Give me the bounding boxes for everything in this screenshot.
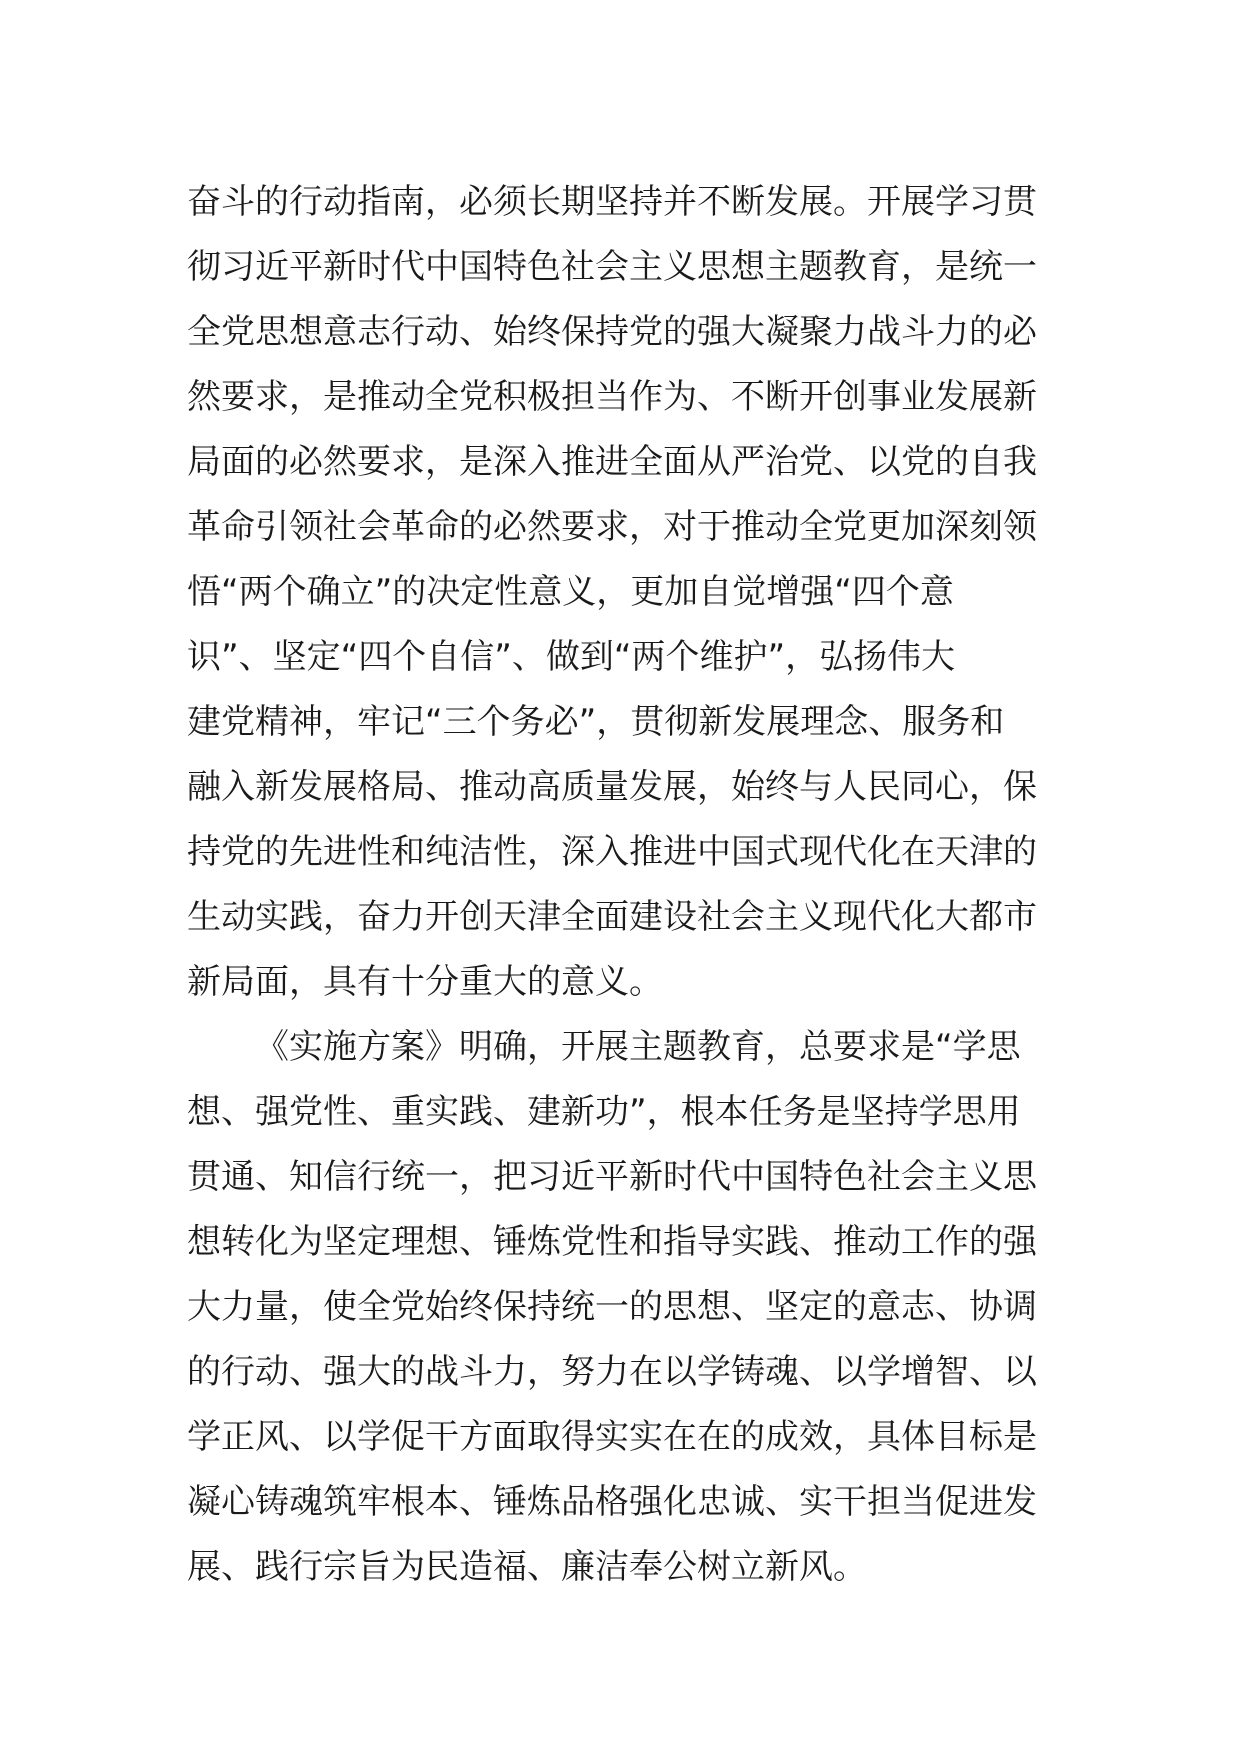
paragraph-line: 想、强党性、重实践、建新功”，根本任务是坚持学思用 bbox=[187, 1092, 1021, 1132]
paragraph-line: 贯通、知信行统一，把习近平新时代中国特色社会主义思 bbox=[187, 1157, 1037, 1197]
paragraph-line: 大力量，使全党始终保持统一的思想、坚定的意志、协调 bbox=[187, 1287, 1037, 1327]
paragraph-line: 彻习近平新时代中国特色社会主义思想主题教育，是统一 bbox=[187, 247, 1037, 287]
paragraph-line: 革命引领社会革命的必然要求，对于推动全党更加深刻领 bbox=[187, 507, 1037, 547]
paragraph-line: 全党思想意志行动、始终保持党的强大凝聚力战斗力的必 bbox=[187, 312, 1037, 352]
paragraph-line: 展、践行宗旨为民造福、廉洁奉公树立新风。 bbox=[187, 1547, 867, 1587]
paragraph-line: 持党的先进性和纯洁性，深入推进中国式现代化在天津的 bbox=[187, 832, 1037, 872]
paragraph-1 bbox=[187, 170, 1067, 1015]
paragraph-line: 想转化为坚定理想、锤炼党性和指导实践、推动工作的强 bbox=[187, 1222, 1037, 1262]
paragraph-line: 融入新发展格局、推动高质量发展，始终与人民同心，保 bbox=[187, 767, 1037, 807]
paragraph-line: 的行动、强大的战斗力，努力在以学铸魂、以学增智、以 bbox=[187, 1352, 1037, 1392]
paragraph-2 bbox=[187, 1015, 1067, 1600]
paragraph-line: 新局面，具有十分重大的意义。 bbox=[187, 962, 663, 1002]
document-body bbox=[187, 170, 1067, 1600]
paragraph-line: 建党精神，牢记“三个务必”，贯彻新发展理念、服务和 bbox=[187, 702, 1005, 742]
paragraph-line: 悟“两个确立”的决定性意义，更加自觉增强“四个意 bbox=[187, 572, 954, 612]
paragraph-line: 《实施方案》明确，开展主题教育，总要求是“学思 bbox=[255, 1027, 1021, 1067]
paragraph-line: 凝心铸魂筑牢根本、锤炼品格强化忠诚、实干担当促进发 bbox=[187, 1482, 1037, 1522]
paragraph-line: 学正风、以学促干方面取得实实在在的成效，具体目标是 bbox=[187, 1417, 1037, 1457]
paragraph-line: 生动实践，奋力开创天津全面建设社会主义现代化大都市 bbox=[187, 897, 1037, 937]
paragraph-line: 然要求，是推动全党积极担当作为、不断开创事业发展新 bbox=[187, 377, 1037, 417]
paragraph-line: 识”、坚定“四个自信”、做到“两个维护”，弘扬伟大 bbox=[187, 637, 956, 677]
paragraph-line: 局面的必然要求，是深入推进全面从严治党、以党的自我 bbox=[187, 442, 1037, 482]
paragraph-line: 奋斗的行动指南，必须长期坚持并不断发展。开展学习贯 bbox=[187, 182, 1037, 222]
